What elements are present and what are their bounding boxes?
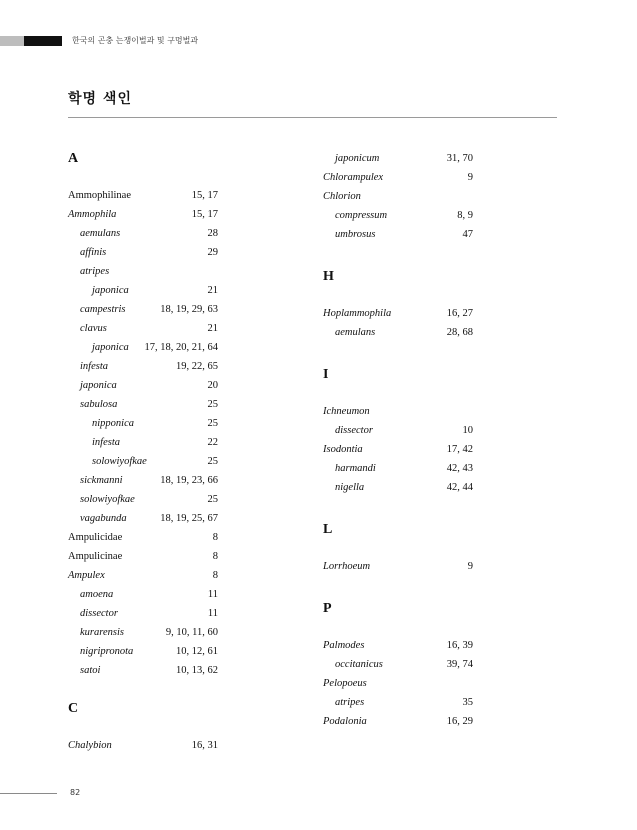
index-pages: 15, 17	[191, 209, 218, 220]
index-term: occitanicus	[335, 659, 383, 670]
index-term: infesta	[92, 437, 120, 448]
index-pages: 42, 43	[446, 463, 473, 474]
index-pages: 47	[462, 229, 473, 240]
index-term: japonicum	[335, 153, 380, 164]
index-pages: 39, 74	[446, 659, 473, 670]
index-term: sabulosa	[80, 399, 118, 410]
index-pages: 42, 44	[446, 482, 473, 493]
index-pages: 19, 22, 65	[176, 361, 218, 372]
page-title: 학명 색인	[68, 91, 132, 107]
index-entry	[323, 307, 473, 321]
section-letter: A	[68, 151, 79, 166]
index-term: Ampulex	[68, 570, 105, 581]
running-title: 한국의 곤충 는쟁이벌과 및 구멍벌과	[72, 36, 199, 45]
index-pages: 10, 12, 61	[176, 646, 218, 657]
index-pages: 31, 70	[446, 153, 473, 164]
index-term: aemulans	[335, 327, 376, 338]
index-term: atripes	[335, 697, 365, 708]
index-entry	[323, 405, 473, 419]
index-term: dissector	[335, 425, 373, 436]
index-pages: 18, 19, 25, 67	[160, 513, 218, 524]
index-pages: 10	[462, 425, 473, 436]
index-entry	[323, 677, 473, 691]
index-term: japonica	[92, 285, 129, 296]
index-pages: 25	[207, 399, 218, 410]
index-pages: 8, 9	[457, 210, 473, 221]
index-term: aemulans	[80, 228, 121, 239]
index-term: Palmodes	[323, 640, 365, 651]
section-letter: L	[323, 522, 333, 537]
index-pages: 17, 18, 20, 21, 64	[144, 342, 218, 353]
index-term: Ammophilinae	[68, 190, 131, 201]
index-term: Ampulicinae	[68, 551, 123, 562]
index-term: vagabunda	[80, 513, 127, 524]
index-pages: 17, 42	[446, 444, 473, 455]
index-pages: 28	[207, 228, 218, 239]
index-entry	[335, 228, 473, 242]
index-term: harmandi	[335, 463, 376, 474]
index-entry	[335, 462, 473, 476]
index-term: Hoplammophila	[323, 308, 392, 319]
index-term: kurarensis	[80, 627, 124, 638]
index-term: amoena	[80, 589, 114, 600]
index-entry	[323, 190, 473, 204]
index-term: satoi	[80, 665, 101, 676]
index-term: Chlorampulex	[323, 172, 384, 183]
index-pages: 8	[212, 532, 218, 543]
index-term: umbrosus	[335, 229, 376, 240]
index-entry	[335, 209, 473, 223]
index-pages: 29	[207, 247, 218, 258]
index-term: Ichneumon	[323, 406, 370, 417]
index-pages: 18, 19, 29, 63	[160, 304, 218, 315]
index-term: infesta	[80, 361, 108, 372]
index-term: affinis	[80, 247, 107, 258]
index-entry	[335, 424, 473, 438]
page-number: 82	[70, 788, 81, 797]
index-pages: 16, 39	[446, 640, 473, 651]
section-letter: H	[323, 269, 334, 284]
index-entry	[323, 171, 473, 185]
index-term: atripes	[80, 266, 110, 277]
index-term: dissector	[80, 608, 118, 619]
index-pages: 10, 13, 62	[176, 665, 218, 676]
index-pages: 15, 17	[191, 190, 218, 201]
index-term: clavus	[80, 323, 107, 334]
index-term: solowiyofkae	[92, 456, 147, 467]
section-letter: C	[68, 701, 79, 716]
index-term: compressum	[335, 210, 388, 221]
index-term: Lorrhoeum	[323, 561, 371, 572]
index-term: nigripronota	[80, 646, 134, 657]
index-pages: 11	[207, 608, 218, 619]
index-pages: 16, 31	[191, 740, 218, 751]
index-term: Chlorion	[323, 191, 361, 202]
index-term: sickmanni	[80, 475, 123, 486]
index-pages: 9	[467, 561, 473, 572]
index-entry	[335, 696, 473, 710]
index-term: japonica	[92, 342, 129, 353]
index-pages: 11	[207, 589, 218, 600]
index-pages: 16, 27	[446, 308, 473, 319]
index-entry	[335, 481, 473, 495]
index-pages: 28, 68	[446, 327, 473, 338]
index-term: nipponica	[92, 418, 134, 429]
index-pages: 16, 29	[446, 716, 473, 727]
index-pages: 35	[462, 697, 473, 708]
index-term: Isodontia	[323, 444, 363, 455]
index-term: Chalybion	[68, 740, 112, 751]
index-term: Ammophila	[68, 209, 117, 220]
index-term: Pelopoeus	[323, 678, 367, 689]
index-term: Ampulicidae	[68, 532, 123, 543]
footer-divider	[0, 793, 57, 794]
index-entry	[335, 152, 473, 166]
index-pages: 21	[207, 323, 218, 334]
index-term: nigella	[335, 482, 365, 493]
index-pages: 8	[212, 570, 218, 581]
index-pages: 20	[207, 380, 218, 391]
index-pages: 25	[207, 494, 218, 505]
section-letter: I	[323, 367, 329, 382]
index-entry	[335, 326, 473, 340]
index-term: Podalonia	[323, 716, 367, 727]
index-pages: 25	[207, 418, 218, 429]
index-pages: 21	[207, 285, 218, 296]
index-pages: 25	[207, 456, 218, 467]
index-entry	[323, 639, 473, 653]
index-entry	[323, 443, 473, 457]
index-term: solowiyofkae	[80, 494, 135, 505]
section-letter: P	[323, 601, 332, 616]
index-pages: 22	[207, 437, 218, 448]
index-pages: 9, 10, 11, 60	[165, 627, 218, 638]
index-pages: 18, 19, 23, 66	[160, 475, 218, 486]
index-pages: 9	[467, 172, 473, 183]
index-term: campestris	[80, 304, 126, 315]
index-entry	[323, 560, 473, 574]
index-entry	[335, 658, 473, 672]
index-entry	[323, 715, 473, 729]
index-pages: 8	[212, 551, 218, 562]
index-term: japonica	[80, 380, 117, 391]
